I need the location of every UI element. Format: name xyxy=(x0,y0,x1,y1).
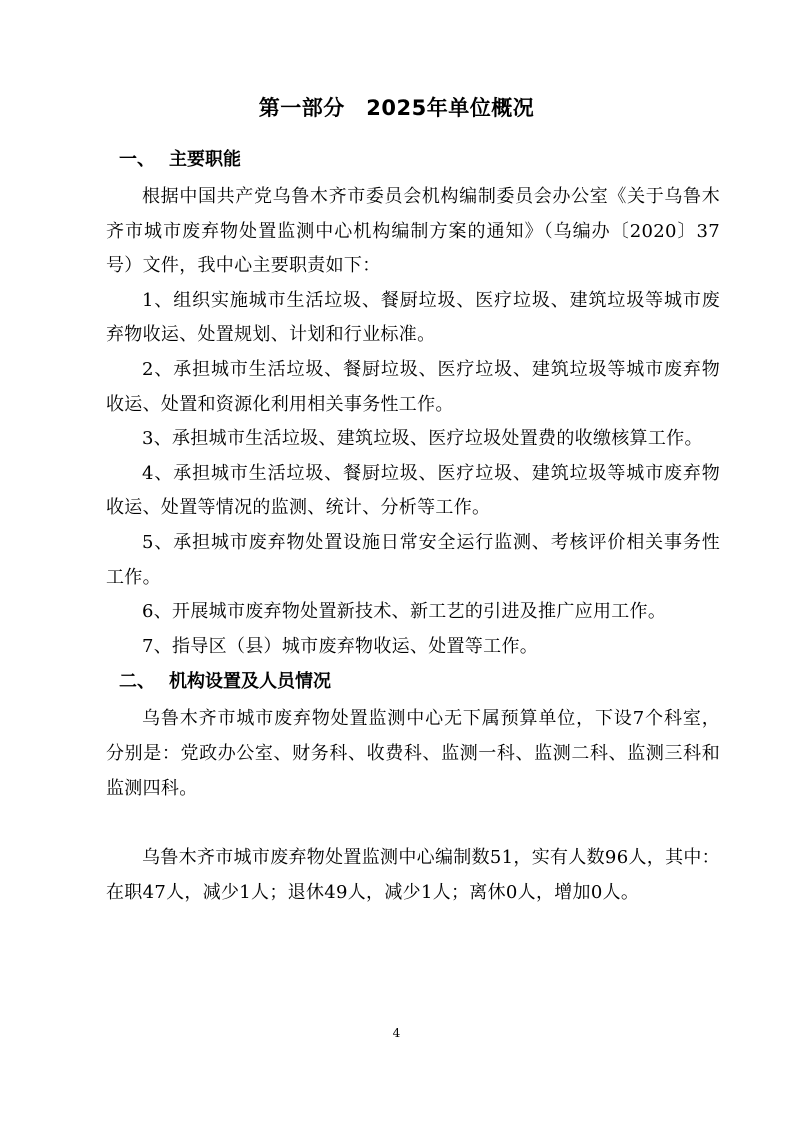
page-title: 第一部分 2025年单位概况 xyxy=(258,96,535,120)
section-number: 一、 xyxy=(119,149,155,170)
function-item: 5、承担城市废弃物处置设施日常安全运行监测、考核评价相关事务性工作。 xyxy=(106,531,720,588)
function-item: 6、开展城市废弃物处置新技术、新工艺的引进及推广应用工作。 xyxy=(142,601,667,623)
staffing-paragraph: 乌鲁木齐市城市废弃物处置监测中心编制数51，实有人数96人，其中：在职47人，减少1人；退休49人，减少1人；离休0人，增加0人。 xyxy=(106,847,720,903)
section-heading-organization xyxy=(106,666,720,697)
function-item: 4、承担城市生活垃圾、餐厨垃圾、医疗垃圾、建筑垃圾等城市废弃物收运、处置等情况的监测、统计、分析等工作。 xyxy=(106,462,720,519)
section-number: 二、 xyxy=(119,671,155,693)
functions-intro-paragraph: 根据中国共产党乌鲁木齐市委员会机构编制委员会办公室《关于乌鲁木齐市城市废弃物处置监测中心机构编制方案的通知》（乌编办〔2020〕37号）文件，我中心主要职责如下： xyxy=(106,186,720,277)
function-item: 1、组织实施城市生活垃圾、餐厨垃圾、医疗垃圾、建筑垃圾等城市废弃物收运、处置规划、计划和行业标准。 xyxy=(106,289,720,346)
document-body xyxy=(106,144,720,910)
function-item: 2、承担城市生活垃圾、餐厨垃圾、医疗垃圾、建筑垃圾等城市废弃物收运、处置和资源化利用相关事务性工作。 xyxy=(106,358,720,415)
paragraph-spacer xyxy=(106,806,720,841)
page-number: 4 xyxy=(392,1026,401,1040)
section-heading-main-functions xyxy=(106,144,720,175)
function-item: 3、承担城市生活垃圾、建筑垃圾、医疗垃圾处置费的收缴核算工作。 xyxy=(142,428,703,450)
section-title: 主要职能 xyxy=(169,149,241,170)
section-title: 机构设置及人员情况 xyxy=(169,671,331,693)
function-item: 7、指导区（县）城市废弃物收运、处置等工作。 xyxy=(142,635,539,657)
organization-paragraph: 乌鲁木齐市城市废弃物处置监测中心无下属预算单位，下设7个科室，分别是：党政办公室、财务科、收费科、监测一科、监测二科、监测三科和监测四科。 xyxy=(106,708,720,799)
